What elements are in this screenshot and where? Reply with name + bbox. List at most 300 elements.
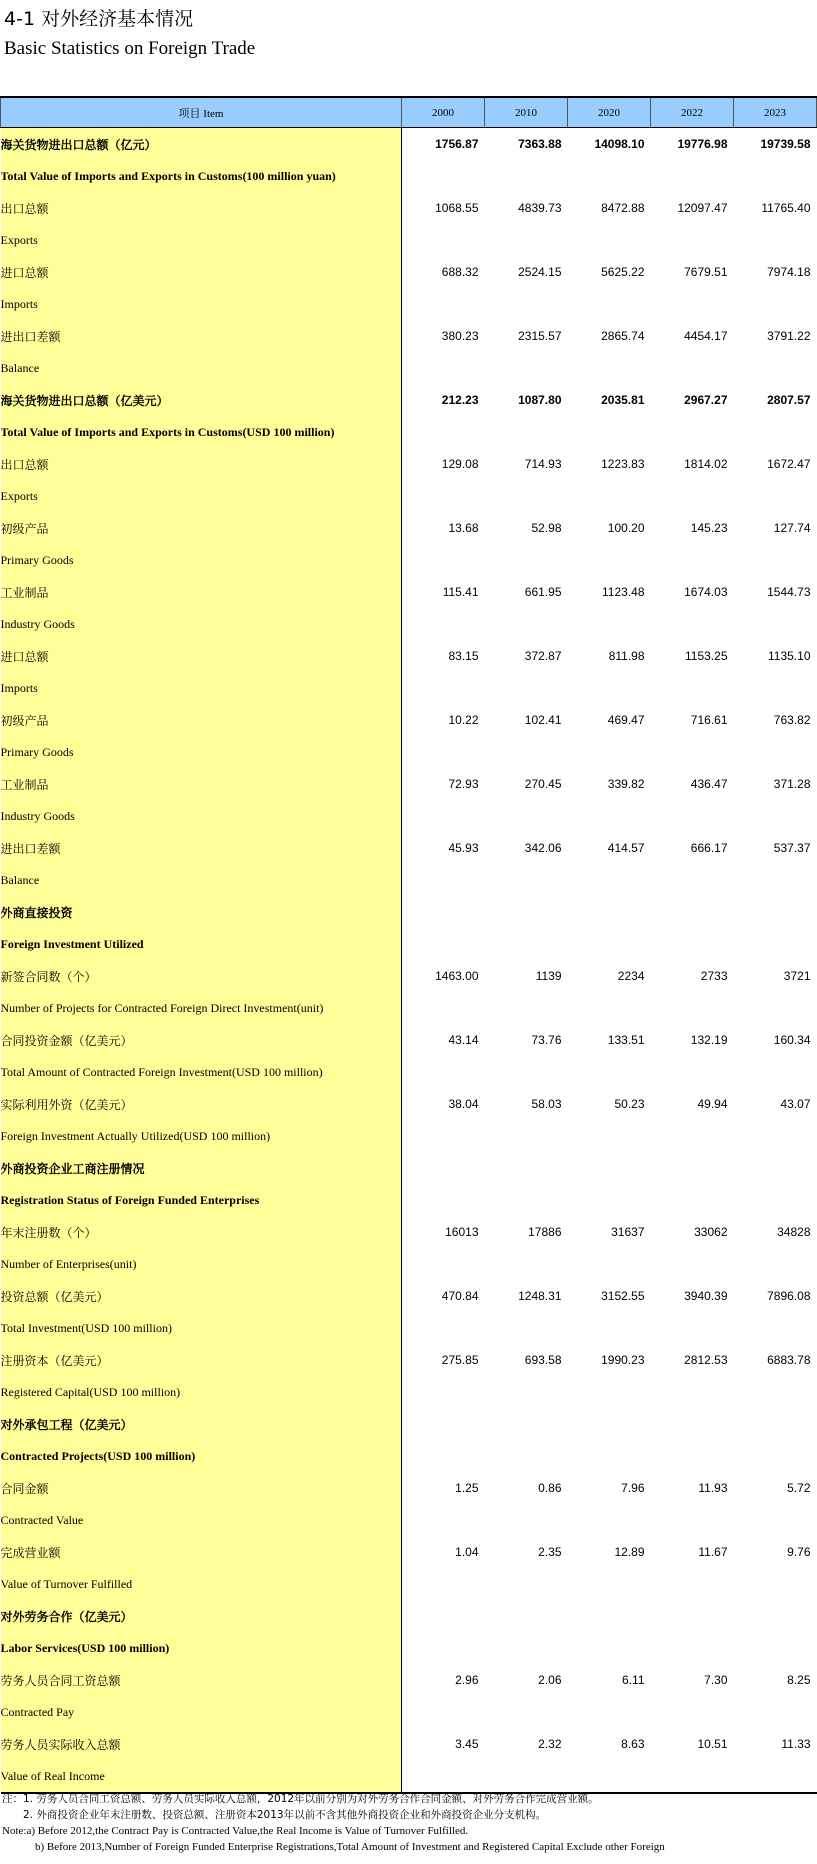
cell-2020 <box>568 736 651 768</box>
cell-2022 <box>651 1312 734 1344</box>
row-label: Contracted Value <box>1 1504 402 1536</box>
cell-2022: 33062 <box>694 1225 728 1239</box>
row-label: Balance <box>1 864 402 896</box>
table-row <box>1 896 817 928</box>
cell-2000 <box>402 288 485 320</box>
cell-2020: 8472.88 <box>601 201 645 215</box>
cell-2023: 11765.40 <box>761 201 811 215</box>
cell-2000 <box>402 1376 485 1408</box>
cell-2000 <box>402 1600 485 1632</box>
cell-2023 <box>734 352 817 384</box>
cell-2023: 43.07 <box>780 1097 811 1111</box>
cell-2023 <box>734 1376 817 1408</box>
table-row <box>1 352 817 384</box>
cell-2022: 436.47 <box>690 777 728 791</box>
cell-2010 <box>485 288 568 320</box>
table-notes <box>2 1791 665 1855</box>
cell-2010 <box>485 1600 568 1632</box>
table-row <box>1 1440 817 1472</box>
cell-2022: 11.67 <box>698 1545 728 1559</box>
cell-2010 <box>485 1248 568 1280</box>
cell-2010 <box>485 1504 568 1536</box>
cell-2000 <box>402 1696 485 1728</box>
cell-2010: 58.03 <box>531 1097 562 1111</box>
row-label: Industry Goods <box>1 608 402 640</box>
row-label: 合同金额 <box>1 1472 402 1504</box>
cell-2022: 12097.47 <box>677 201 728 215</box>
cell-2010: 342.06 <box>524 841 562 855</box>
cell-2022 <box>651 224 734 256</box>
table-row <box>1 1760 817 1793</box>
table-row <box>1 288 817 320</box>
row-label: Number of Projects for Contracted Foreign Direct Investment(unit) <box>1 992 402 1024</box>
cell-2022: 3940.39 <box>684 1289 728 1303</box>
row-label: Primary Goods <box>1 736 402 768</box>
cell-2010: 270.45 <box>524 777 562 791</box>
cell-2022: 4454.17 <box>684 329 728 343</box>
cell-2023: 1135.10 <box>768 649 811 663</box>
cell-2010 <box>485 544 568 576</box>
cell-2020: 2865.74 <box>601 329 645 343</box>
row-label: 外商直接投资 <box>1 896 402 928</box>
table-row <box>1 1536 817 1568</box>
cell-2022 <box>651 288 734 320</box>
table-row <box>1 1696 817 1728</box>
cell-2010: 1139 <box>535 969 562 983</box>
cell-2020 <box>568 416 651 448</box>
cell-2022 <box>651 352 734 384</box>
cell-2010: 4839.73 <box>518 201 562 215</box>
cell-2020 <box>568 1056 651 1088</box>
cell-2010 <box>485 1568 568 1600</box>
cell-2020 <box>568 288 651 320</box>
cell-2010 <box>485 608 568 640</box>
table-row <box>1 864 817 896</box>
cell-2022 <box>651 992 734 1024</box>
cell-2023: 34828 <box>777 1225 811 1239</box>
cell-2010 <box>485 480 568 512</box>
cell-2010: 52.98 <box>531 521 562 535</box>
table-row <box>1 224 817 256</box>
cell-2020 <box>568 1120 651 1152</box>
cell-2000 <box>402 672 485 704</box>
row-label: Registration Status of Foreign Funded Enterprises <box>1 1184 402 1216</box>
cell-2023 <box>734 544 817 576</box>
row-label: 进口总额 <box>1 256 402 288</box>
page-title-zh: 4-1 对外经济基本情况 <box>4 8 194 30</box>
table-row <box>1 672 817 704</box>
cell-2023 <box>734 864 817 896</box>
column-header-2023: 2023 <box>734 97 817 128</box>
cell-2010 <box>485 352 568 384</box>
row-label: 年末注册数（个） <box>1 1216 402 1248</box>
cell-2000 <box>402 1056 485 1088</box>
row-label: 初级产品 <box>1 512 402 544</box>
table-row <box>1 1312 817 1344</box>
cell-2022 <box>651 1248 734 1280</box>
row-label: Contracted Pay <box>1 1696 402 1728</box>
cell-2010 <box>485 672 568 704</box>
cell-2023 <box>734 224 817 256</box>
table-row <box>1 1184 817 1216</box>
cell-2020 <box>568 896 651 928</box>
cell-2000: 83.15 <box>448 649 479 663</box>
table-row <box>1 1664 817 1696</box>
row-label: 进出口差额 <box>1 320 402 352</box>
row-label: Registered Capital(USD 100 million) <box>1 1376 402 1408</box>
cell-2010 <box>485 864 568 896</box>
cell-2000 <box>402 1632 485 1664</box>
cell-2022: 19776.98 <box>677 137 728 151</box>
table-row <box>1 1504 817 1536</box>
cell-2023: 537.37 <box>773 841 811 855</box>
cell-2023: 8.25 <box>787 1673 811 1687</box>
page-title-en: Basic Statistics on Foreign Trade <box>4 38 256 59</box>
row-label: 出口总额 <box>1 192 402 224</box>
cell-2022 <box>651 1408 734 1440</box>
cell-2023: 3791.22 <box>767 329 811 343</box>
cell-2010 <box>485 1440 568 1472</box>
cell-2023 <box>734 1120 817 1152</box>
row-label: Labor Services(USD 100 million) <box>1 1632 402 1664</box>
row-label: Foreign Investment Utilized <box>1 928 402 960</box>
cell-2020 <box>568 1248 651 1280</box>
cell-2023 <box>734 992 817 1024</box>
cell-2023: 3721 <box>783 969 811 983</box>
cell-2023 <box>734 1600 817 1632</box>
cell-2022 <box>651 1632 734 1664</box>
column-header-item: 项目 Item <box>1 97 402 128</box>
row-label: 劳务人员合同工资总额 <box>1 1664 402 1696</box>
note-line: 2. 外商投资企业年末注册数、投资总额、注册资本2013年以前不含其他外商投资企业和外商投资企业分支机构。 <box>2 1809 547 1821</box>
cell-2010: 661.95 <box>524 585 562 599</box>
cell-2022 <box>651 544 734 576</box>
table-row <box>1 1728 817 1760</box>
row-label: Total Amount of Contracted Foreign Investment(USD 100 million) <box>1 1056 402 1088</box>
table-row <box>1 192 817 224</box>
cell-2000 <box>402 1312 485 1344</box>
cell-2000 <box>402 896 485 928</box>
note-line: b) Before 2013,Number of Foreign Funded Enterprise Registrations,Total Amount of Investment and Registered Capital Exclude other Foreign <box>2 1841 665 1853</box>
cell-2022 <box>651 608 734 640</box>
cell-2020: 6.11 <box>622 1673 645 1687</box>
cell-2022: 2967.27 <box>684 393 728 407</box>
cell-2022: 1674.03 <box>684 585 728 599</box>
cell-2010: 693.58 <box>524 1353 562 1367</box>
cell-2020: 2035.81 <box>601 393 645 407</box>
cell-2000: 1.04 <box>455 1545 479 1559</box>
cell-2020 <box>568 672 651 704</box>
cell-2010: 7363.88 <box>518 137 562 151</box>
cell-2010: 714.93 <box>524 457 562 471</box>
table-row <box>1 416 817 448</box>
cell-2000: 43.14 <box>448 1033 479 1047</box>
cell-2010: 2.35 <box>538 1545 562 1559</box>
cell-2020: 339.82 <box>607 777 645 791</box>
table-row <box>1 1088 817 1120</box>
cell-2022: 7679.51 <box>684 265 728 279</box>
row-label: 外商投资企业工商注册情况 <box>1 1152 402 1184</box>
cell-2000 <box>402 1568 485 1600</box>
cell-2022: 1814.02 <box>684 457 728 471</box>
cell-2010: 2.32 <box>538 1737 562 1751</box>
cell-2020: 14098.10 <box>594 137 645 151</box>
cell-2020: 5625.22 <box>601 265 645 279</box>
cell-2000 <box>402 864 485 896</box>
cell-2000: 45.93 <box>448 841 479 855</box>
cell-2010 <box>485 1184 568 1216</box>
cell-2000: 3.45 <box>455 1737 479 1751</box>
cell-2000 <box>402 224 485 256</box>
cell-2020 <box>568 1504 651 1536</box>
cell-2010: 17886 <box>528 1225 562 1239</box>
cell-2023 <box>734 416 817 448</box>
cell-2000: 16013 <box>445 1225 479 1239</box>
cell-2010: 2524.15 <box>518 265 562 279</box>
cell-2020 <box>568 1376 651 1408</box>
row-label: Exports <box>1 480 402 512</box>
cell-2010 <box>485 1120 568 1152</box>
cell-2020 <box>568 608 651 640</box>
cell-2023 <box>734 288 817 320</box>
row-label: 工业制品 <box>1 576 402 608</box>
cell-2000 <box>402 544 485 576</box>
cell-2022 <box>651 160 734 192</box>
cell-2020 <box>568 1632 651 1664</box>
cell-2023 <box>734 800 817 832</box>
cell-2020 <box>568 352 651 384</box>
cell-2020 <box>568 1600 651 1632</box>
cell-2022 <box>651 1152 734 1184</box>
cell-2010: 372.87 <box>524 649 562 663</box>
cell-2023: 2807.57 <box>767 393 811 407</box>
cell-2023: 127.74 <box>773 521 811 535</box>
cell-2020: 133.51 <box>607 1033 645 1047</box>
cell-2010: 2315.57 <box>518 329 562 343</box>
cell-2000: 1756.87 <box>435 137 479 151</box>
row-label: 海关货物进出口总额（亿美元） <box>1 384 402 416</box>
column-header-2000: 2000 <box>402 97 485 128</box>
cell-2010 <box>485 1152 568 1184</box>
cell-2022 <box>651 1184 734 1216</box>
row-label: Total Investment(USD 100 million) <box>1 1312 402 1344</box>
cell-2020: 469.47 <box>607 713 645 727</box>
cell-2010: 102.41 <box>524 713 562 727</box>
table-row <box>1 768 817 800</box>
cell-2023 <box>734 1408 817 1440</box>
cell-2010 <box>485 1632 568 1664</box>
row-label: 合同投资金额（亿美元） <box>1 1024 402 1056</box>
row-label: 投资总额（亿美元） <box>1 1280 402 1312</box>
column-header-2010: 2010 <box>485 97 568 128</box>
cell-2023 <box>734 928 817 960</box>
cell-2010 <box>485 896 568 928</box>
cell-2022: 666.17 <box>690 841 728 855</box>
table-row <box>1 1472 817 1504</box>
cell-2023 <box>734 1152 817 1184</box>
cell-2000 <box>402 1120 485 1152</box>
table-row <box>1 1408 817 1440</box>
cell-2010 <box>485 928 568 960</box>
row-label: 实际利用外资（亿美元） <box>1 1088 402 1120</box>
table-row <box>1 544 817 576</box>
cell-2022 <box>651 1568 734 1600</box>
cell-2020 <box>568 1184 651 1216</box>
row-label: Foreign Investment Actually Utilized(USD 100 million) <box>1 1120 402 1152</box>
row-label: Industry Goods <box>1 800 402 832</box>
cell-2000 <box>402 416 485 448</box>
cell-2020 <box>568 1696 651 1728</box>
row-label: Value of Turnover Fulfilled <box>1 1568 402 1600</box>
cell-2000: 380.23 <box>441 329 479 343</box>
table-row <box>1 640 817 672</box>
cell-2000 <box>402 800 485 832</box>
table-row <box>1 1376 817 1408</box>
cell-2022: 49.94 <box>697 1097 728 1111</box>
cell-2023: 1544.73 <box>767 585 811 599</box>
row-label: 出口总额 <box>1 448 402 480</box>
cell-2023: 1672.47 <box>767 457 811 471</box>
cell-2023 <box>734 1568 817 1600</box>
cell-2023 <box>734 1440 817 1472</box>
table-row <box>1 608 817 640</box>
cell-2023 <box>734 896 817 928</box>
cell-2010: 73.76 <box>531 1033 562 1047</box>
cell-2020 <box>568 992 651 1024</box>
cell-2023 <box>734 1696 817 1728</box>
cell-2023 <box>734 160 817 192</box>
cell-2000 <box>402 992 485 1024</box>
cell-2022 <box>651 1056 734 1088</box>
row-label: 对外劳务合作（亿美元） <box>1 1600 402 1632</box>
cell-2023 <box>734 736 817 768</box>
cell-2000 <box>402 1760 485 1793</box>
cell-2022 <box>651 736 734 768</box>
cell-2010: 1248.31 <box>518 1289 562 1303</box>
cell-2010: 2.06 <box>538 1673 562 1687</box>
cell-2000: 1.25 <box>455 1481 479 1495</box>
cell-2023: 6883.78 <box>767 1353 811 1367</box>
table-row <box>1 512 817 544</box>
table-row <box>1 992 817 1024</box>
cell-2010 <box>485 160 568 192</box>
cell-2020 <box>568 1760 651 1793</box>
row-label: Value of Real Income <box>1 1760 402 1793</box>
cell-2022: 145.23 <box>690 521 728 535</box>
cell-2000: 13.68 <box>448 521 479 535</box>
cell-2023 <box>734 1632 817 1664</box>
cell-2000: 470.84 <box>441 1289 479 1303</box>
cell-2010 <box>485 224 568 256</box>
cell-2022 <box>651 1760 734 1793</box>
cell-2022 <box>651 1120 734 1152</box>
row-label: Contracted Projects(USD 100 million) <box>1 1440 402 1472</box>
cell-2020: 50.23 <box>614 1097 645 1111</box>
table-row <box>1 128 817 161</box>
cell-2000: 10.22 <box>448 713 479 727</box>
table-row <box>1 1152 817 1184</box>
table-row <box>1 1056 817 1088</box>
cell-2020 <box>568 1312 651 1344</box>
cell-2023: 371.28 <box>773 777 811 791</box>
cell-2023 <box>734 1504 817 1536</box>
table-row <box>1 1632 817 1664</box>
table-row <box>1 480 817 512</box>
cell-2022 <box>651 1376 734 1408</box>
cell-2020: 12.89 <box>614 1545 645 1559</box>
cell-2022: 132.19 <box>690 1033 728 1047</box>
table-row <box>1 832 817 864</box>
cell-2010 <box>485 736 568 768</box>
cell-2000: 115.41 <box>442 585 479 599</box>
cell-2010 <box>485 1408 568 1440</box>
cell-2020: 1990.23 <box>601 1353 645 1367</box>
cell-2020: 2234 <box>617 969 645 983</box>
row-label: Number of Enterprises(unit) <box>1 1248 402 1280</box>
cell-2022: 2733 <box>700 969 728 983</box>
table-row <box>1 1600 817 1632</box>
cell-2000 <box>402 1184 485 1216</box>
cell-2000 <box>402 480 485 512</box>
row-label: Exports <box>1 224 402 256</box>
cell-2023: 9.76 <box>787 1545 811 1559</box>
cell-2023: 11.33 <box>781 1737 811 1751</box>
cell-2020 <box>568 800 651 832</box>
cell-2022 <box>651 1504 734 1536</box>
table-row <box>1 1216 817 1248</box>
cell-2022: 11.93 <box>698 1481 728 1495</box>
cell-2022: 2812.53 <box>684 1353 728 1367</box>
cell-2022: 7.30 <box>704 1673 728 1687</box>
cell-2023: 7896.08 <box>767 1289 811 1303</box>
table-row <box>1 1344 817 1376</box>
cell-2022: 10.51 <box>697 1737 728 1751</box>
cell-2020 <box>568 1152 651 1184</box>
cell-2020: 7.96 <box>621 1481 645 1495</box>
cell-2020 <box>568 1440 651 1472</box>
row-label: Balance <box>1 352 402 384</box>
cell-2010: 0.86 <box>538 1481 562 1495</box>
row-label: Primary Goods <box>1 544 402 576</box>
cell-2020 <box>568 1568 651 1600</box>
cell-2023: 160.34 <box>773 1033 811 1047</box>
table-row <box>1 960 817 992</box>
cell-2023 <box>734 608 817 640</box>
cell-2010 <box>485 1312 568 1344</box>
table-row <box>1 736 817 768</box>
cell-2010 <box>485 1696 568 1728</box>
row-label: 劳务人员实际收入总额 <box>1 1728 402 1760</box>
cell-2022 <box>651 480 734 512</box>
row-label: 新签合同数（个） <box>1 960 402 992</box>
row-label: 进出口差额 <box>1 832 402 864</box>
cell-2022 <box>651 896 734 928</box>
cell-2020: 1123.48 <box>602 585 645 599</box>
cell-2010 <box>485 1056 568 1088</box>
cell-2023 <box>734 1056 817 1088</box>
cell-2020 <box>568 160 651 192</box>
row-label: 注册资本（亿美元） <box>1 1344 402 1376</box>
cell-2010: 1087.80 <box>518 393 562 407</box>
cell-2020: 414.57 <box>607 841 645 855</box>
column-header-2022: 2022 <box>651 97 734 128</box>
cell-2010 <box>485 1760 568 1793</box>
table-row <box>1 256 817 288</box>
cell-2000 <box>402 1440 485 1472</box>
cell-2020 <box>568 480 651 512</box>
row-label: Total Value of Imports and Exports in Customs(100 million yuan) <box>1 160 402 192</box>
cell-2000 <box>402 1248 485 1280</box>
